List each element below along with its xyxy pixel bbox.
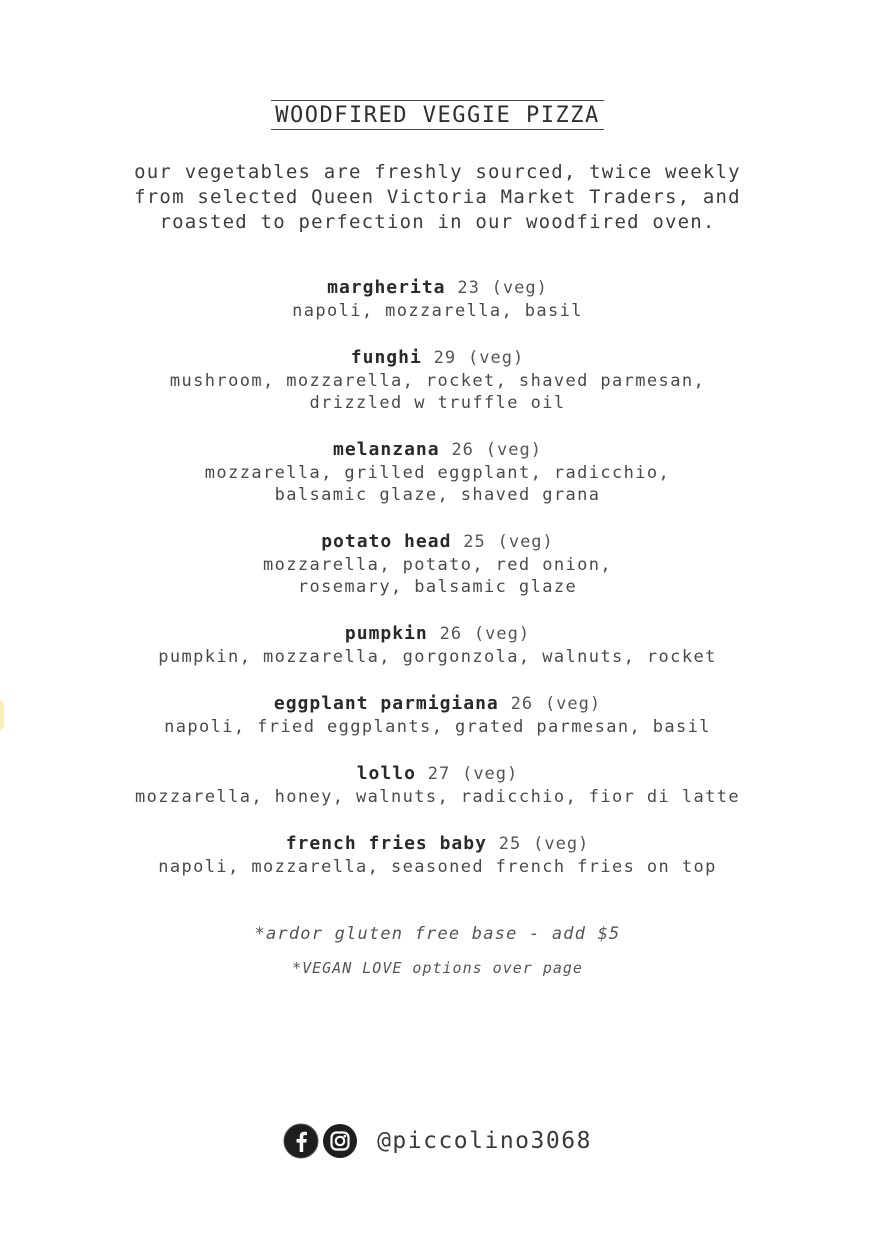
item-price: 29 [433,348,457,368]
item-tag: (veg) [468,348,525,368]
item-price: 27 [427,764,451,784]
intro-line: from selected Queen Victoria Market Traders, and [134,186,741,208]
item-description: balsamic glaze, shaved grana [274,485,601,505]
item-tag: (veg) [462,764,519,784]
menu-item-eggplant-parmigiana [0,692,875,738]
item-tag: (veg) [485,440,542,460]
item-price: 26 [439,624,463,644]
intro-line: roasted to perfection in our woodfired oven. [159,211,716,233]
item-description: mushroom, mozzarella, rocket, shaved parmesan, [169,371,706,391]
item-heading [0,276,875,300]
item-description: drizzled w truffle oil [309,393,566,413]
item-description: napoli, mozzarella, seasoned french fries on top [158,857,717,877]
item-name: melanzana [333,439,440,460]
item-name: margherita [327,277,446,298]
social-bar [0,1121,875,1161]
item-name: pumpkin [344,623,428,644]
item-description: napoli, fried eggplants, grated parmesan, basil [164,717,711,737]
item-heading [0,832,875,856]
item-price: 26 [451,440,474,460]
item-tag: (veg) [473,624,531,644]
gluten-free-note: *ardor gluten free base - add $5 [254,924,621,944]
social-icons [283,1123,361,1159]
menu-item-pumpkin [0,622,875,668]
instagram-icon[interactable] [322,1123,358,1159]
item-description: napoli, mozzarella, basil [292,301,583,321]
item-description: mozzarella, honey, walnuts, radicchio, fior di latte [134,787,740,807]
item-price: 25 [463,532,486,552]
menu-item-funghi [0,346,875,414]
item-name: eggplant parmigiana [273,693,499,714]
page-title: WOODFIRED VEGGIE PIZZA [271,100,603,130]
item-description: mozzarella, potato, red onion, [262,555,613,575]
item-heading [0,530,875,554]
intro-paragraph [0,160,875,235]
item-price: 23 [457,278,480,298]
item-heading [0,622,875,646]
menu-item-lollo [0,762,875,808]
social-handle[interactable]: @piccolino3068 [377,1128,592,1154]
item-tag: (veg) [491,278,548,298]
item-price: 25 [498,834,522,854]
footnotes [0,922,875,978]
menu-item-french-fries-baby [0,832,875,878]
item-heading [0,346,875,370]
item-price: 26 [510,694,534,714]
item-tag: (veg) [544,694,602,714]
item-tag: (veg) [533,834,590,854]
item-description: mozzarella, grilled eggplant, radicchio, [204,463,671,483]
item-name: funghi [350,347,422,368]
menu-list [0,276,875,902]
item-description: pumpkin, mozzarella, gorgonzola, walnuts, rocket [158,647,717,667]
item-name: french fries baby [285,833,487,854]
item-heading [0,438,875,462]
item-tag: (veg) [497,532,554,552]
intro-line: our vegetables are freshly sourced, twice weekly [134,161,741,183]
title-container [0,100,875,130]
vegan-note: *VEGAN LOVE options over page [292,959,583,977]
item-description: rosemary, balsamic glaze [297,577,578,597]
facebook-icon[interactable] [283,1123,319,1159]
menu-item-margherita [0,276,875,322]
item-heading [0,692,875,716]
menu-item-melanzana [0,438,875,506]
item-name: lollo [356,763,416,784]
item-heading [0,762,875,786]
menu-item-potato-head [0,530,875,598]
item-name: potato head [321,531,452,552]
